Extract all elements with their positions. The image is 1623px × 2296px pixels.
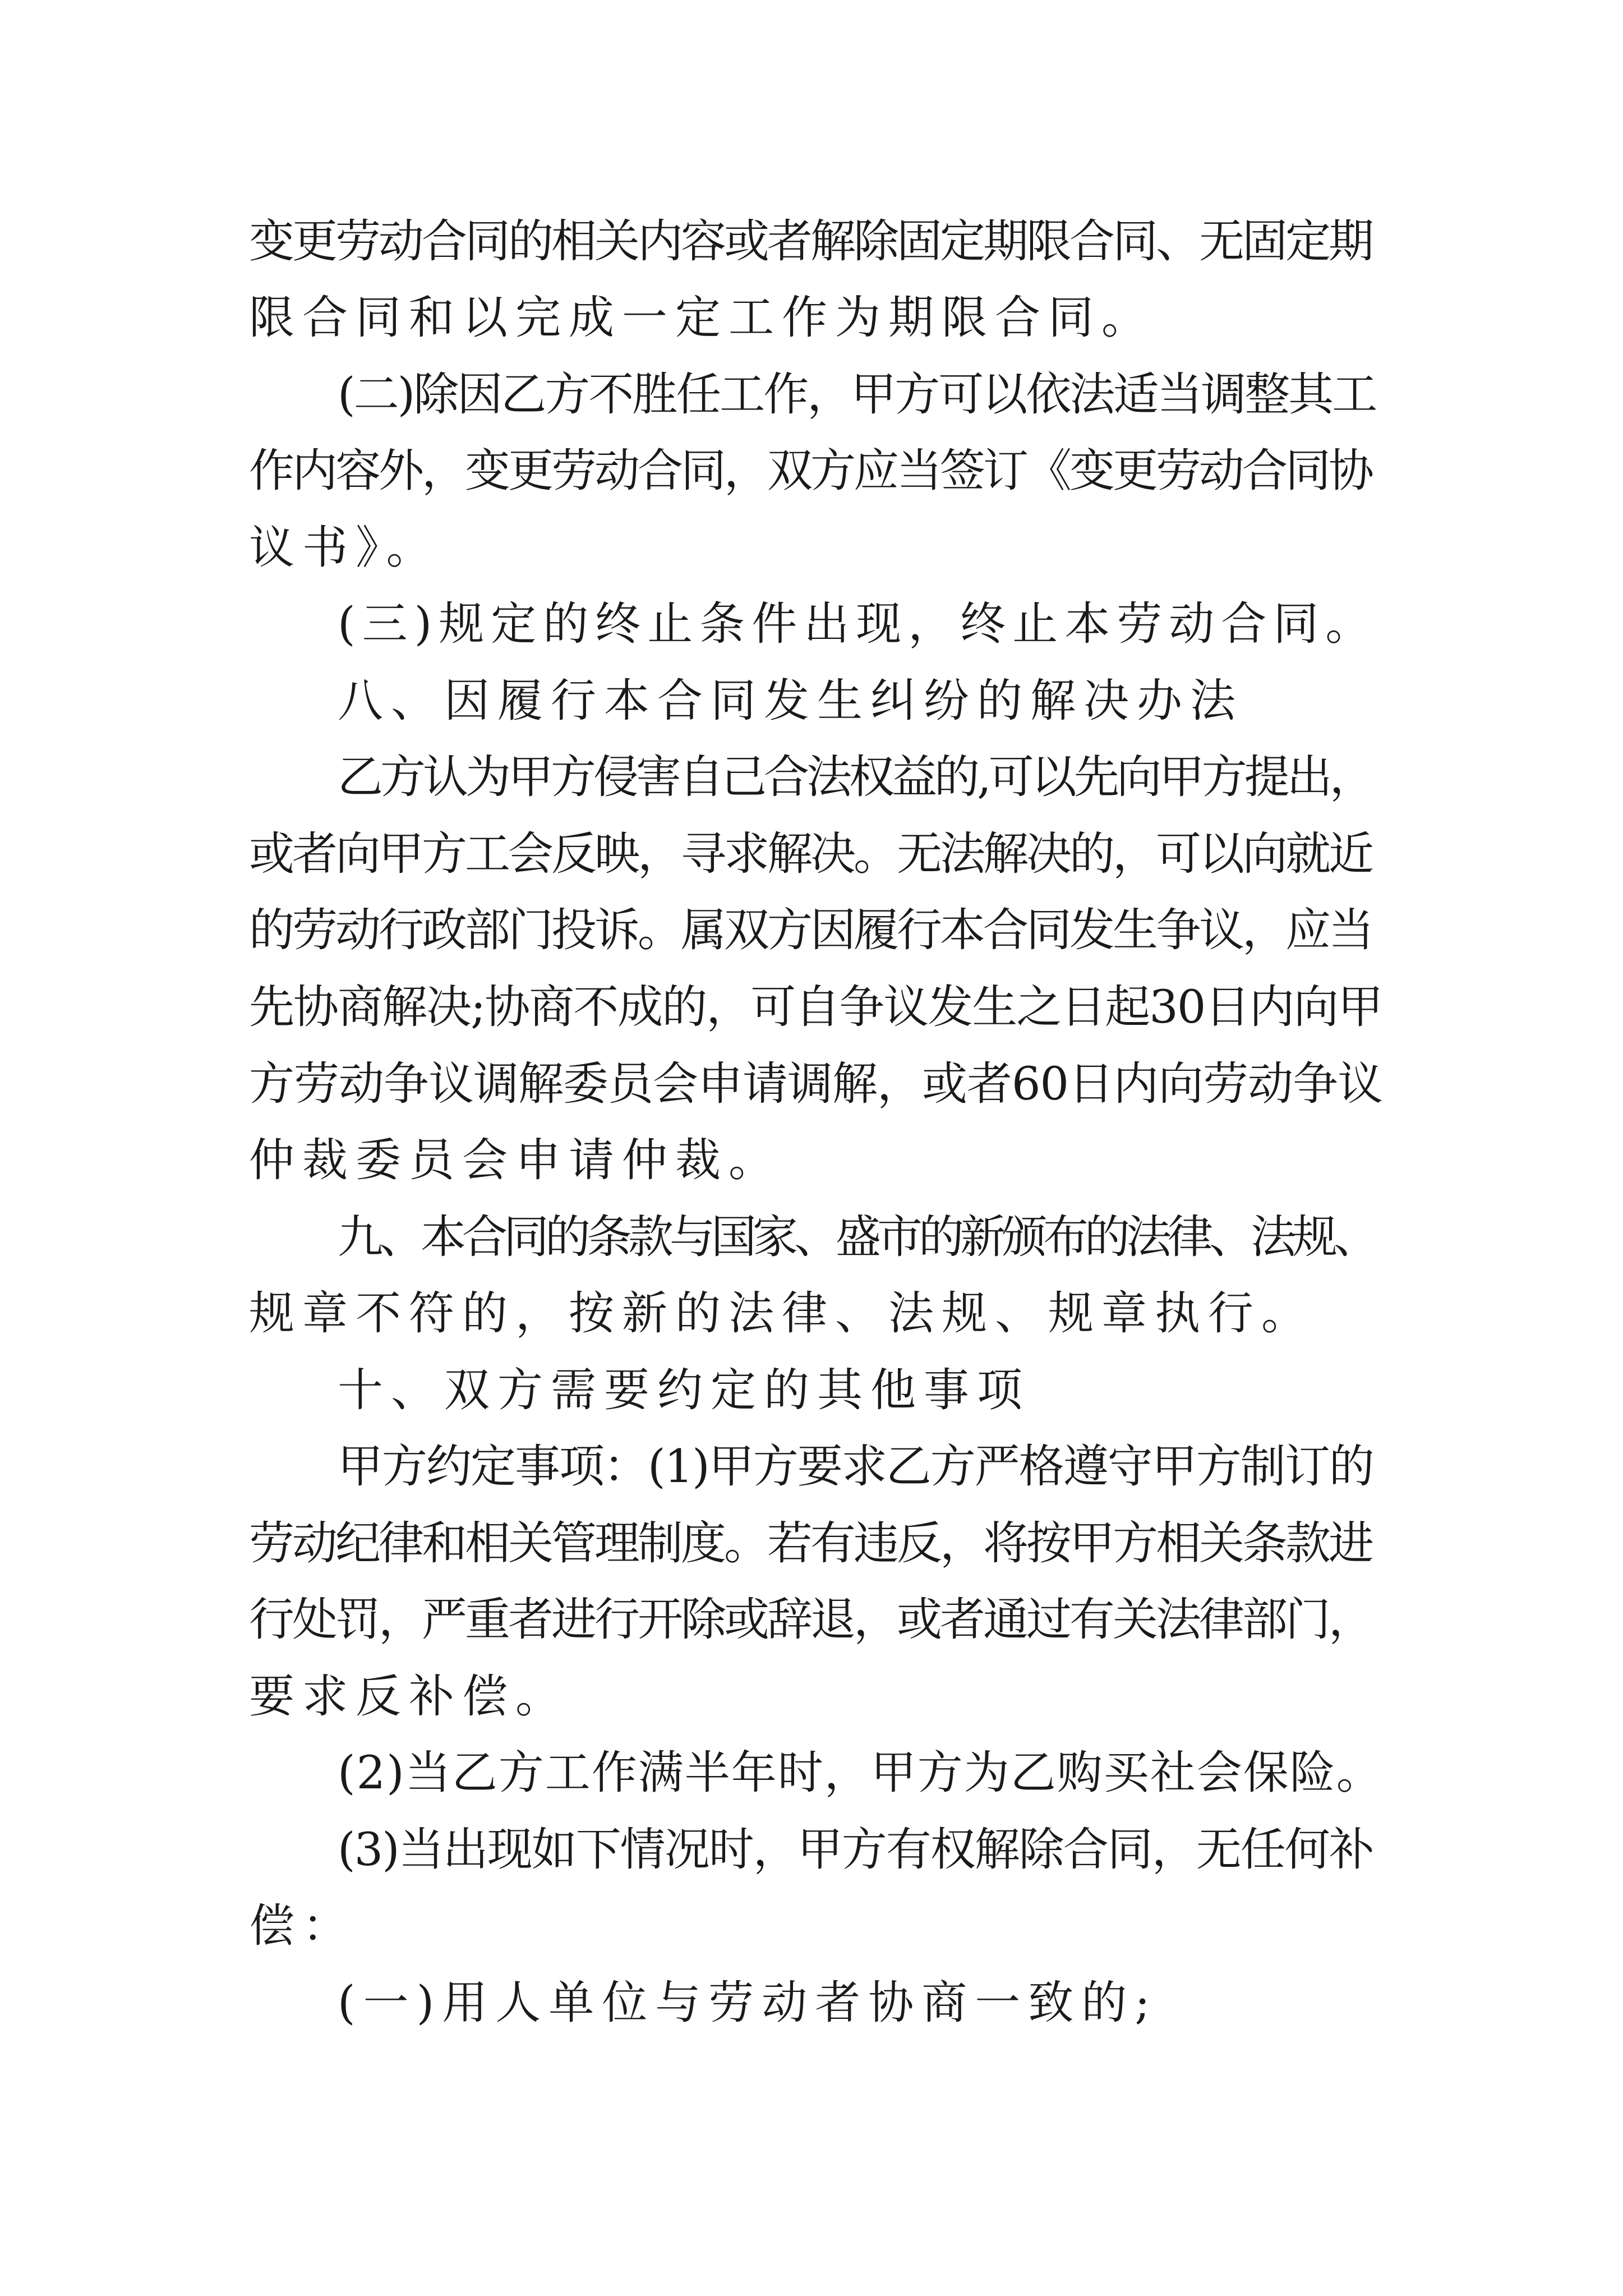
paragraph-line: 限合同和以完成一定工作为期限合同。 [249,292,1155,344]
paragraph-line: (一)用人单位与劳动者协商一致的; [338,1977,1158,2030]
paragraph-line: 变更劳动合同的相关内容或者解除固定期限合同、无固定期 [249,215,1372,268]
paragraph-line: (3)当出现如下情况时，甲方有权解除合同，无任何补 [338,1824,1373,1876]
paragraph-line: 偿： [249,1900,356,1953]
paragraph-line: 先协商解决;协商不成的，可自争议发生之日起30日内向甲 [249,981,1382,1034]
paragraph-line: 规章不符的，按新的法律、法规、规章执行。 [249,1287,1315,1340]
section-heading: 八、因履行本合同发生纠纷的解决办法 [338,675,1244,728]
paragraph-line: 甲方约定事项：(1)甲方要求乙方严格遵守甲方制订的 [338,1441,1373,1493]
paragraph-line: 乙方认为甲方侵害自己合法权益的,可以先向甲方提出， [338,751,1372,804]
paragraph-line: 要求反补偿。 [249,1671,569,1723]
paragraph-line: 的劳动行政部门投诉。属双方因履行本合同发生争议，应当 [249,904,1372,957]
paragraph-line: (2)当乙方工作满半年时，甲方为乙购买社会保险。 [338,1747,1383,1800]
paragraph-line: 劳动纪律和相关管理制度。若有违反，将按甲方相关条款进 [249,1517,1372,1570]
paragraph-line: 或者向甲方工会反映，寻求解决。无法解决的，可以向就近 [249,828,1372,881]
paragraph-line: (二)除因乙方不胜任工作，甲方可以依法适当调整其工 [338,369,1376,421]
section-heading: 十、双方需要约定的其他事项 [338,1364,1031,1417]
section-heading: 九、本合同的条款与国家、盛市的新颁布的法律、法规、 [338,1211,1376,1264]
paragraph-line: 议书》。 [249,522,440,574]
paragraph-line: 行处罚，严重者进行开除或辞退，或者通过有关法律部门， [249,1594,1372,1646]
paragraph-line: (三)规定的终止条件出现，终止本劳动合同。 [338,598,1378,651]
paragraph-line: 仲裁委员会申请仲裁。 [249,1134,782,1187]
paragraph-line: 作内容外，变更劳动合同，双方应当签订《变更劳动合同协 [249,445,1372,498]
paragraph-line: 方劳动争议调解委员会申请调解，或者60日内向劳动争议 [249,1058,1383,1111]
